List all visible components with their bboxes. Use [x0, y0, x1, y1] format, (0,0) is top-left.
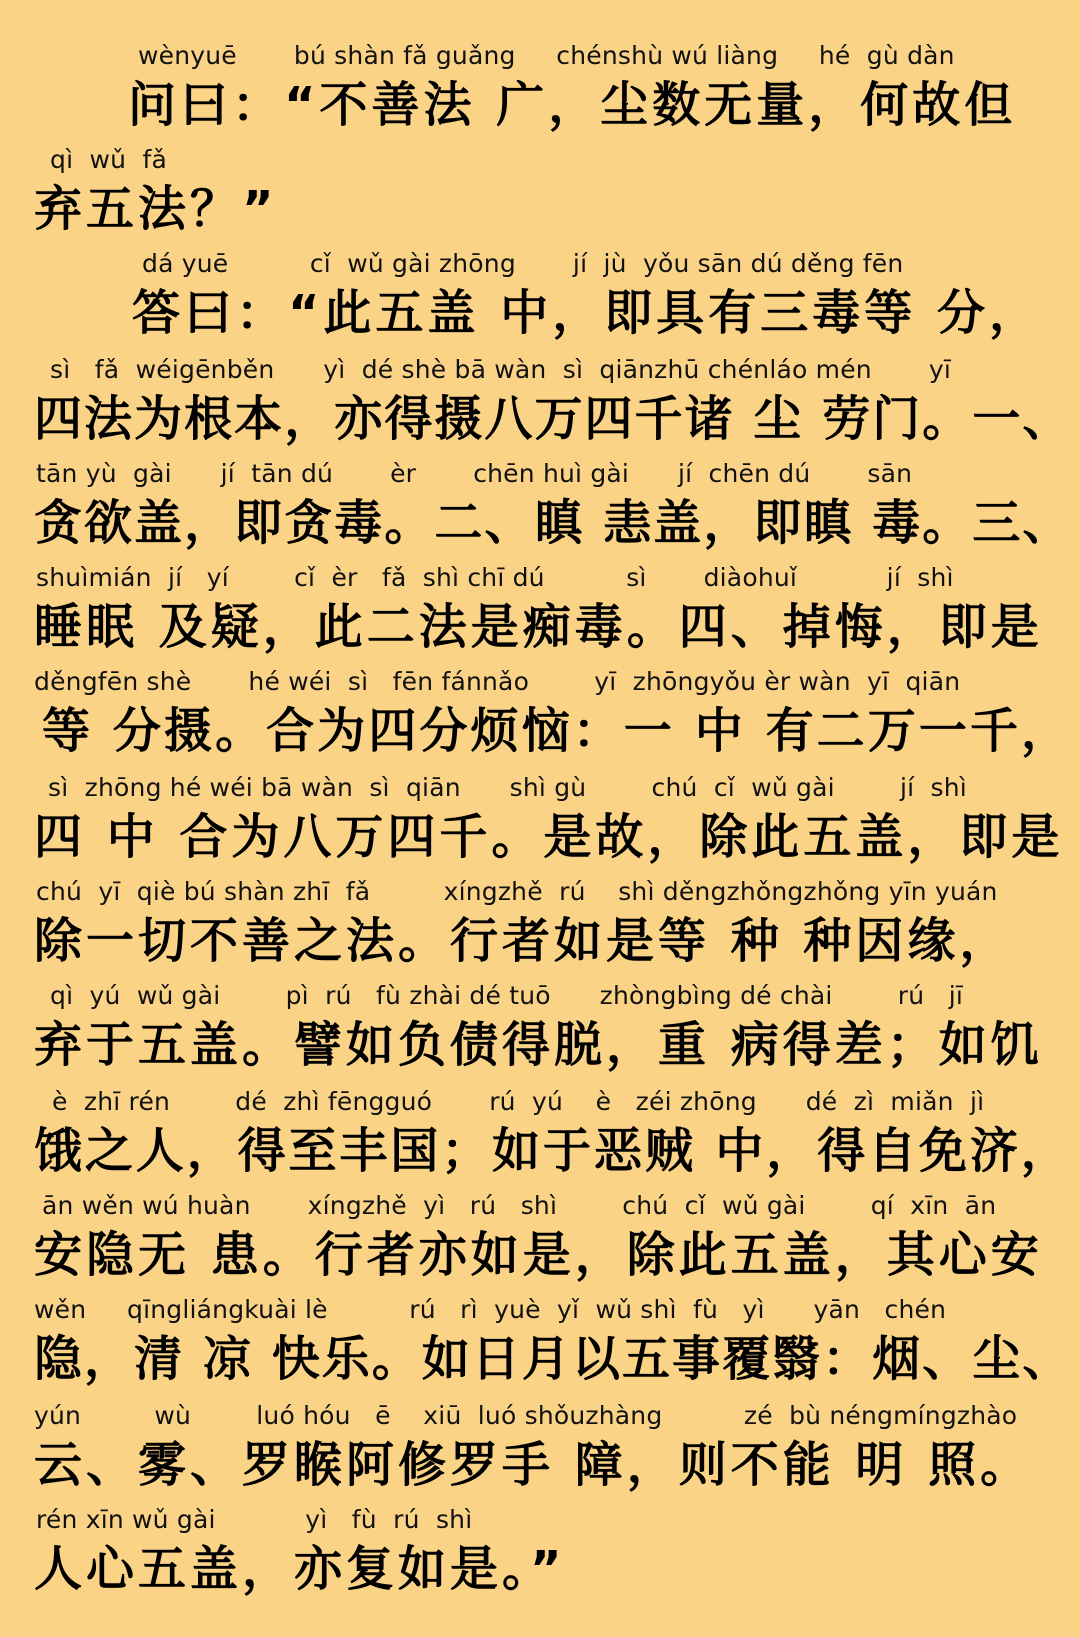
text-line-7 [0, 664, 1080, 768]
pinyin-line: wènyuē bú shàn fǎ guǎng chénshù wú liàng hé gù dàn [138, 41, 955, 70]
hanzi-line: 四 中 合为八万四千。是故，除此五盖，即是 [34, 809, 1064, 865]
text-line-3 [0, 246, 1080, 350]
text-line-5 [0, 456, 1080, 560]
hanzi-line: 饿之人，得至丰国；如于恶贼 中，得自免济， [34, 1123, 1072, 1179]
text-line-8 [0, 770, 1080, 874]
text-line-9 [0, 874, 1080, 978]
hanzi-line: 答曰：“此五盖 中，即具有三毒等 分， [132, 285, 1041, 341]
hanzi-line: 四法为根本，亦得摄八万四千诸 尘 劳门。一、 [34, 391, 1073, 447]
pinyin-line: chú yī qiè bú shàn zhī fǎ xíngzhě rú shì děngzhǒngzhǒng yīn yuán [36, 877, 998, 906]
hanzi-line: 云、雾、罗睺阿修罗手 障，则不能 明 照。 [34, 1437, 1033, 1493]
pinyin-line: wěn qīngliángkuài lè rú rì yuè yǐ wǔ shì fù yì yān chén [34, 1295, 947, 1324]
hanzi-line: 睡眠 及疑，此二法是痴毒。四、掉悔，即是 [34, 599, 1043, 655]
pinyin-line: dá yuē cǐ wǔ gài zhōng jí jù yǒu sān dú děng fēn [142, 249, 904, 278]
pinyin-line: sì zhōng hé wéi bā wàn sì qiān shì gù chú cǐ wǔ gài jí shì [48, 773, 967, 802]
pinyin-line: rén xīn wǔ gài yì fù rú shì [36, 1505, 473, 1534]
text-line-11 [0, 1084, 1080, 1188]
pinyin-line: yún wù luó hóu ē xiū luó shǒuzhàng zé bù néngmíngzhào [34, 1401, 1018, 1430]
pinyin-line: qì wǔ fǎ [50, 145, 168, 174]
hanzi-line: 除一切不善之法。行者如是等 种 种因缘， [34, 913, 1012, 969]
pinyin-line: qì yú wǔ gài pì rú fù zhài dé tuō zhòngbìng dé chài rú jī [50, 981, 963, 1010]
text-line-6 [0, 560, 1080, 664]
text-line-2 [0, 142, 1080, 246]
text-line-1 [0, 38, 1080, 142]
text-line-14 [0, 1398, 1080, 1502]
hanzi-line: 问曰：“不善法 广，尘数无量，何故但 [128, 77, 1017, 133]
pinyin-line: shuìmián jí yí cǐ èr fǎ shì chī dú sì diàohuǐ jí shì [36, 563, 954, 592]
text-line-10 [0, 978, 1080, 1082]
hanzi-line: 弃于五盖。譬如负债得脱，重 病得差；如饥 [34, 1017, 1043, 1073]
pinyin-line: sì fǎ wéigēnběn yì dé shè bā wàn sì qiānzhū chénláo mén yī [50, 355, 952, 384]
text-line-15 [0, 1502, 1080, 1606]
pinyin-line: è zhī rén dé zhì fēngguó rú yú è zéi zhōng dé zì miǎn jì [52, 1087, 985, 1116]
hanzi-line: 等 分摄。合为四分烦恼：一 中 有二万一千， [42, 703, 1073, 759]
hanzi-line: 弃五法？” [34, 181, 278, 237]
pinyin-line: děngfēn shè hé wéi sì fēn fánnǎo yī zhōngyǒu èr wàn yī qiān [34, 667, 961, 696]
hanzi-line: 人心五盖，亦复如是。” [34, 1541, 566, 1597]
pinyin-line: ān wěn wú huàn xíngzhě yì rú shì chú cǐ wǔ gài qí xīn ān [42, 1191, 997, 1220]
text-line-12 [0, 1188, 1080, 1292]
hanzi-line: 隐，清 凉 快乐。如日月以五事覆翳：烟、尘、 [34, 1331, 1073, 1387]
hanzi-line: 安隐无 患。行者亦如是，除此五盖，其心安 [34, 1227, 1043, 1283]
hanzi-line: 贪欲盖，即贪毒。二、瞋 恚盖，即瞋 毒。三、 [34, 495, 1073, 551]
text-line-13 [0, 1292, 1080, 1396]
pinyin-line: tān yù gài jí tān dú èr chēn huì gài jí chēn dú sān [36, 459, 913, 488]
text-line-4 [0, 352, 1080, 456]
